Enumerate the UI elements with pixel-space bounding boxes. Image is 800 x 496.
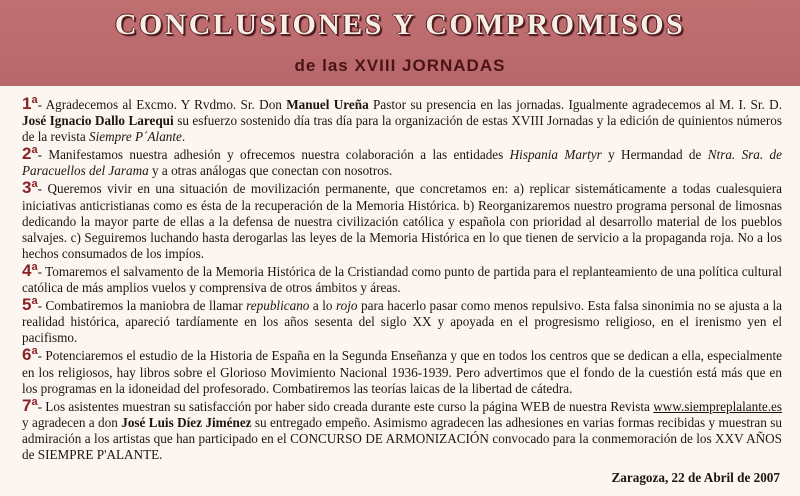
conclusion-text: su entregado empeño. Asimismo agradecen las adhesiones en varias formas recibidas y muestran su admiración a los artistas que han participado en el CONCURSO DE ARMONIZACIÓN convocado para la conmemoración de los XXV AÑOS de SIEMPRE P'ALANTE. [22,414,782,462]
conclusion-text: - Manifestamos nuestra adhesión y ofrecemos nuestra colaboración a las entidades [37,147,510,163]
conclusion-number-digit: 1 [22,94,32,113]
conclusion-item [22,145,782,179]
conclusion-text: Pastor su presencia en las jornadas. Igualmente agradecemos al M. I. Sr. D. [368,97,782,112]
conclusion-number-ordinal: a [31,144,38,157]
conclusion-number-digit: 4 [22,260,32,280]
conclusion-text: Manuel Ureña [286,97,369,112]
conclusion-item [22,179,782,261]
conclusion-text: - Tomaremos el salvamento de la Memoria Histórica de la Cristiandad como punto de partida para el replanteamiento de una política cultural católica de más amplios vuelos y comprensiva de otros ámbitos y áreas. [22,263,782,296]
conclusion-number-ordinal: a [31,295,38,308]
conclusion-number [22,178,38,197]
conclusion-text: y Hermandad de [601,147,708,163]
conclusion-text: para hacerlo pasar como menos repulsivo. Esta falsa sinonimia no se ajusta a la realidad histórica, apareció tardíamente en los años sesenta del siglo XX y apoyada en el progresismo religioso, en el irenismo yen el pacifismo. [22,298,782,346]
page-title: CONCLUSIONES Y COMPROMISOS [114,8,686,41]
conclusion-text: republicano [246,298,310,314]
conclusion-text: Hispania Martyr [509,147,602,163]
conclusion-number-digit: 2 [22,144,32,164]
conclusion-number [22,144,38,163]
conclusion-text: su esfuerzo sostenido día tras día para la organización de estas XVIII Jornadas y la edición de quinientos números de la revista [22,113,782,145]
conclusion-number-digit: 5 [22,295,32,315]
conclusion-number-ordinal: a [31,345,38,358]
conclusion-text: José Luis Díez Jiménez [121,414,252,430]
conclusion-number-digit: 6 [22,345,32,365]
page-subtitle: de las XVIII JORNADAS [294,56,506,75]
conclusion-text: - Combatiremos la maniobra de llamar [37,298,247,314]
website-link[interactable]: www.siempreplalante.es [653,398,782,414]
conclusion-text: y agradecen a don [22,414,122,430]
conclusion-item [22,296,782,346]
conclusion-number [22,345,38,364]
conclusion-text: Ntra. Sra. de Paracuellos del Jarama [22,147,783,179]
conclusion-text: . [181,129,186,145]
signature-date: Zaragoza, 22 de Abril de 2007 [611,470,780,485]
conclusion-number-ordinal: a [31,178,38,191]
conclusion-text: - Potenciaremos el estudio de la Historia de España en la Segunda Enseñanza y que en todos los centros que se dedican a ella, especialmente en los religiosos, hay libros sobre el Glorioso Movimiento Nacional 1936-1939. Pero advertimos que el fondo de la cuestión está más que en los programas en la idoneidad del profesorado. Combatiremos las teorías laicas de la libertad de cátedra. [22,348,782,396]
conclusion-number-ordinal: a [31,260,38,273]
conclusion-text: José Ignacio Dallo Larequi [22,113,174,129]
conclusion-number-digit: 3 [22,178,32,198]
conclusion-text: Siempre P´Alante [89,129,182,145]
conclusion-text: a lo [309,298,337,314]
conclusion-item [22,346,782,396]
conclusion-text: rojo [336,298,358,314]
conclusion-number [22,295,38,314]
conclusion-item [22,397,782,463]
conclusion-item [22,95,782,145]
conclusion-number-ordinal: a [31,395,38,408]
conclusion-text: y a otras análogas que conectan con nosotros. [148,163,393,179]
conclusions-list [22,95,782,463]
conclusion-text: - Los asistentes muestran su satisfacción por haber sido creada durante este curso la página WEB de nuestra Revista [37,398,654,414]
conclusion-number [22,94,38,113]
conclusion-number [22,396,38,415]
conclusion-number-digit: 7 [22,395,32,415]
conclusion-text: - Queremos vivir en una situación de movilización permanente, que concretamos en: a) replicar sistemáticamente a todas cualesquiera iniciativas anticristianas como es ésta de la recuperación de la Memoria Histórica. b) Reorganizaremos nuestro programa personal de limosnas dedicando la mayor parte de ellas a la defensa de nuestra civilización católica y española con prioridad al desarrollo material de los pueblos salvajes. c) Seguiremos luchando hasta derogarlas las leyes de la Memoria Histórica en lo que tienen de servicio a la propaganda roja. No a los hechos consumados de los impíos. [22,181,782,261]
conclusion-number-ordinal: a [31,94,38,106]
conclusion-number [22,261,38,280]
conclusion-item [22,262,782,296]
conclusion-text: - Agradecemos al Excmo. Y Rvdmo. Sr. Don [37,97,287,112]
header-banner [0,0,800,86]
